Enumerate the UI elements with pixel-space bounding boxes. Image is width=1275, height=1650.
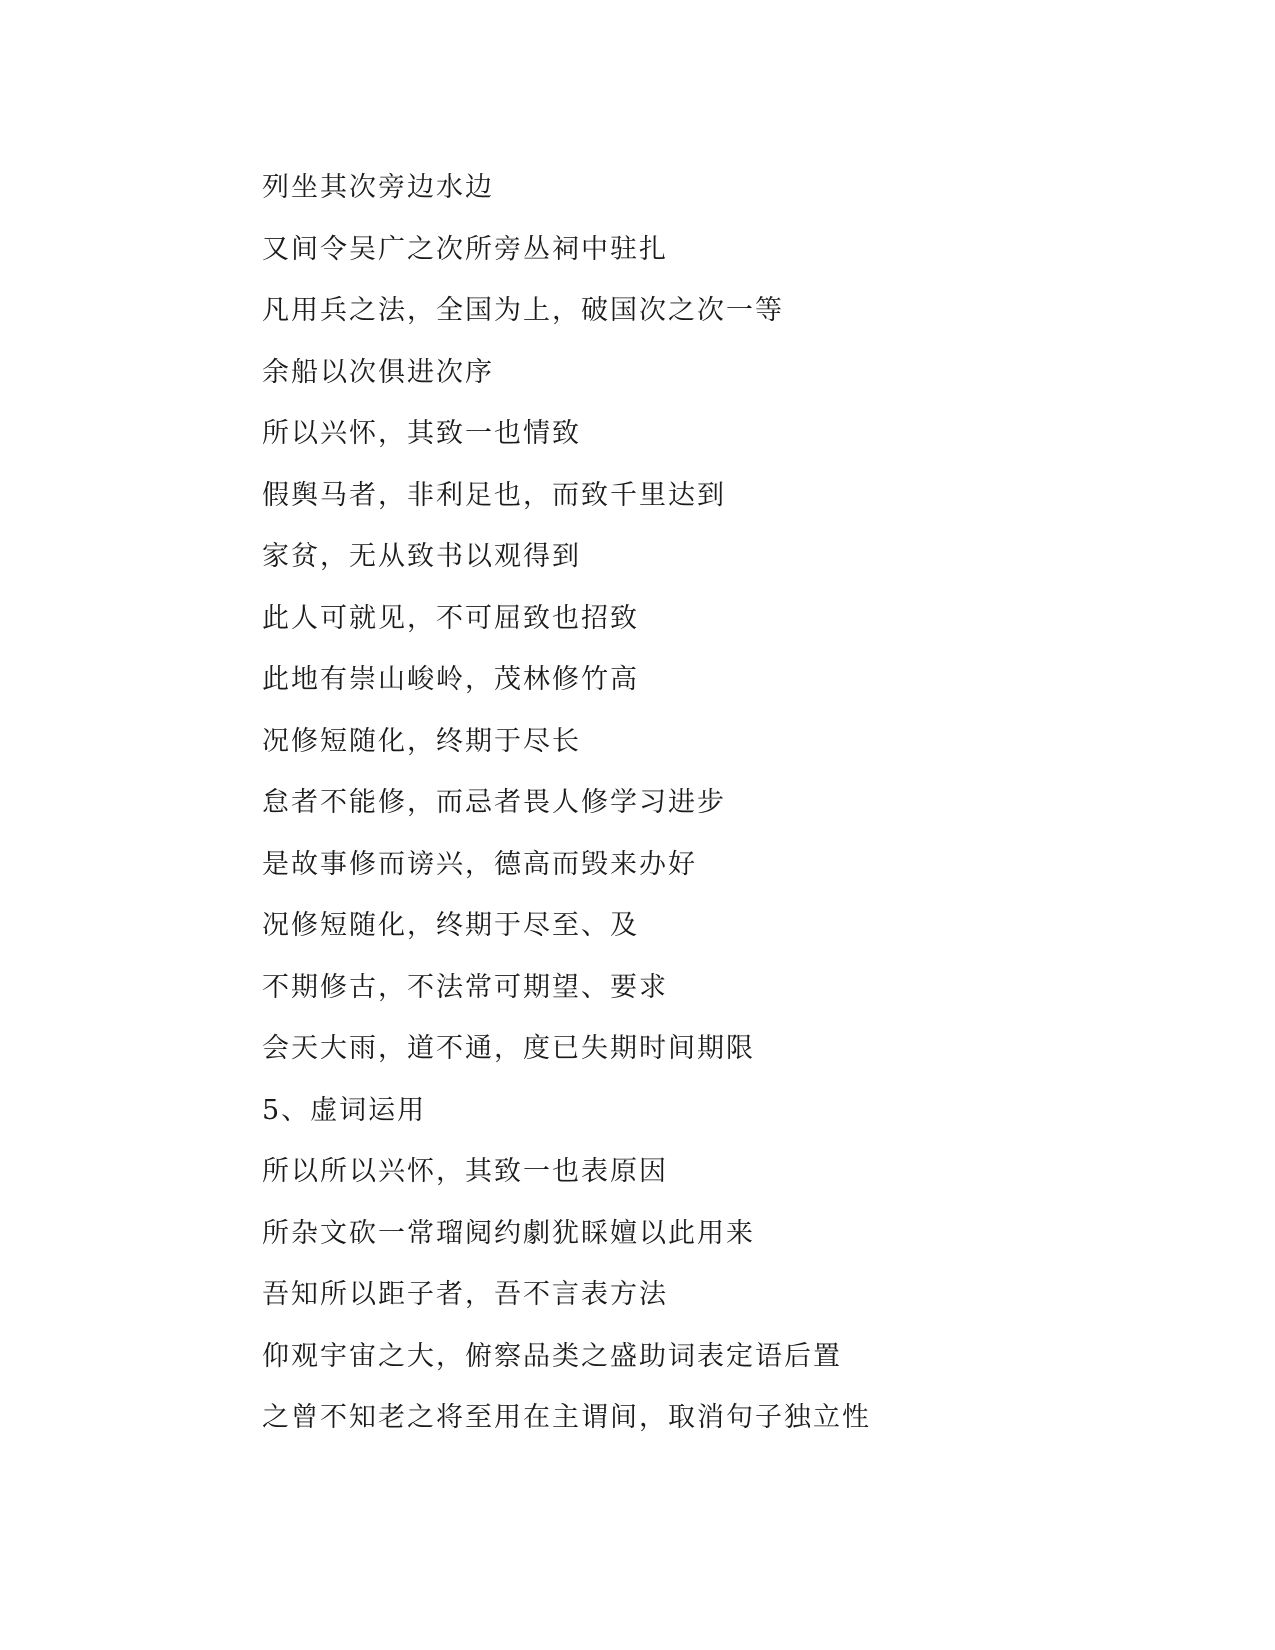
text-line: 余船以次俱进次序 (262, 356, 494, 388)
text-line: 假舆马者，非利足也，而致千里达到 (262, 479, 726, 511)
section-heading: 5、虚词运用 (262, 1094, 427, 1126)
text-line: 是故事修而谤兴，德高而毁来办好 (262, 848, 697, 880)
text-line: 仰观宇宙之大，俯察品类之盛助词表定语后置 (262, 1340, 842, 1372)
text-line: 吾知所以距子者，吾不言表方法 (262, 1279, 668, 1310)
text-line: 怠者不能修，而忌者畏人修学习进步 (262, 787, 726, 818)
text-line: 此地有崇山峻岭，茂林修竹高 (262, 664, 639, 695)
text-line: 所以兴怀，其致一也情致 (262, 418, 581, 449)
text-line: 此人可就见，不可屈致也招致 (262, 602, 639, 634)
text-line: 家贫，无从致书以观得到 (262, 541, 581, 572)
text-line: 之曾不知老之将至用在主谓间，取消句子独立性 (262, 1402, 871, 1433)
text-line: 况修短随化，终期于尽长 (262, 725, 581, 757)
text-line: 所以所以兴怀，其致一也表原因 (262, 1156, 668, 1187)
text-line: 又间令吴广之次所旁丛祠中驻扎 (262, 233, 668, 265)
text-line: 凡用兵之法，全国为上，破国次之次一等 (262, 295, 784, 326)
text-line: 所杂文砍一常瑠阋约劇犹睬嬗以此用来 (262, 1217, 755, 1249)
text-line: 不期修古，不法常可期望、要求 (262, 971, 668, 1003)
text-line: 况修短随化，终期于尽至、及 (262, 910, 639, 941)
text-line: 列坐其次旁边水边 (262, 172, 494, 203)
text-line: 会天大雨，道不通，度已失期时间期限 (262, 1033, 755, 1064)
text-body (262, 168, 1142, 1460)
